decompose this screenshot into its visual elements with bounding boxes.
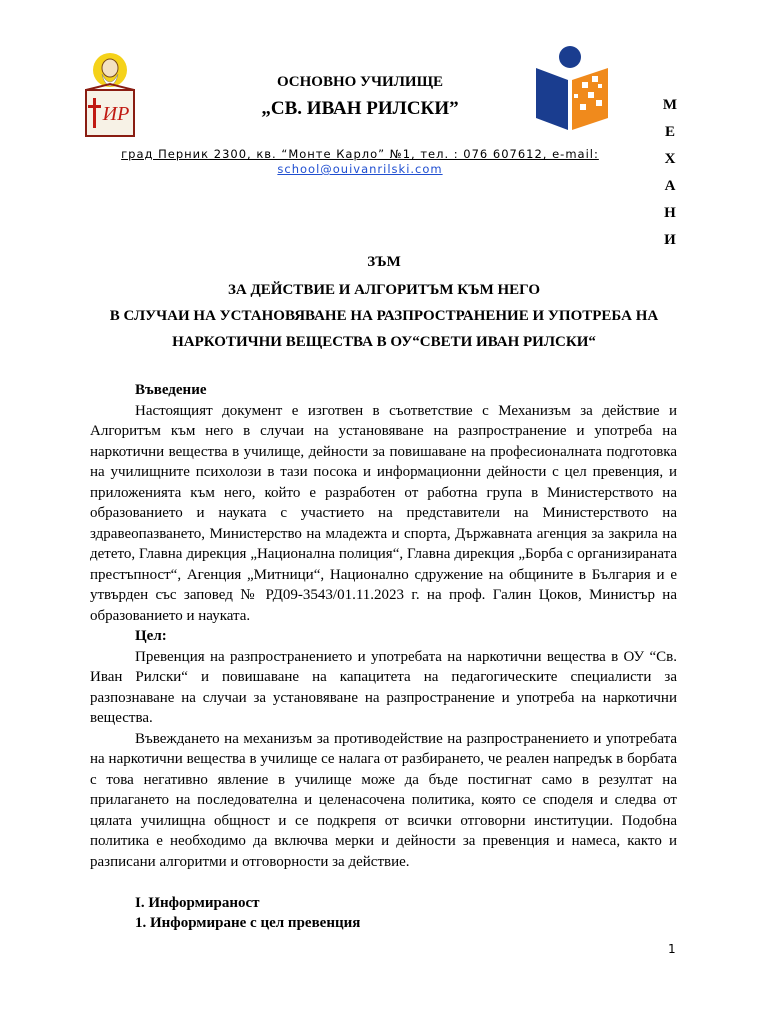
- vertical-letter: Х: [664, 151, 676, 167]
- school-name: „СВ. ИВАН РИЛСКИ”: [261, 98, 459, 119]
- vertical-letter: М: [662, 97, 678, 113]
- school-emblem-logo: [80, 50, 140, 138]
- section-heading: I. Информираност: [135, 894, 260, 911]
- document-title-line-3: В СЛУЧАИ НА УСТАНОВЯВАНЕ НА РАЗПРОСТРАНЕНИЕ И УПОТРЕБА НА: [109, 308, 659, 324]
- vertical-letter: И: [664, 232, 676, 248]
- intro-heading: Въведение: [135, 382, 207, 398]
- vertical-letter: Н: [664, 205, 676, 221]
- vertical-letter: А: [664, 178, 676, 194]
- subsection-heading: 1. Информиране с цел превенция: [135, 915, 361, 931]
- goal-heading: Цел:: [135, 628, 167, 644]
- document-title-line-2: ЗА ДЕЙСТВИЕ И АЛГОРИТЪМ КЪМ НЕГО: [227, 282, 540, 298]
- document-title-line-4: НАРКОТИЧНИ ВЕЩЕСТВА В ОУ“СВЕТИ ИВАН РИЛСКИ“: [172, 334, 596, 350]
- school-address: [100, 147, 620, 177]
- document-body: [90, 380, 677, 934]
- email-link[interactable]: school@ouivanrilski.com: [277, 162, 443, 176]
- intro-paragraph: Настоящият документ е изготвен в съответствие с Механизъм за действие и Алгоритъм към него в случаи на установяване на разпространение и употреба на наркотични вещества в училище, дейности за повишаване на професионалната подготовка на училищните психолози в тази посока и информационни дейности с цел превенция, и приложенията към него, който е разработен от работна група в Министерството на образованието и науката с участието на представители на Министерството на здравеопазването, Министерство на младежта и спорта, Държавната агенция за закрила на детето, Главна дирекция „Национална полиция“, Главна дирекция „Борба с организираната престъпност“, Агенция „Митници“, Национално сдружение на общините в България и е утвърден със заповед № РД09-3543/01.11.2023 г. на проф. Галин Цоков, Министър на образованието и науката.: [90, 402, 677, 624]
- goal-paragraph: Превенция на разпространението и употребата на наркотични вещества в ОУ “Св. Иван Рилски“ и повишаване на капацитета на педагогическите специалисти за разпознаване на случаи за установяване на разпространение и употреба на наркотични вещества.: [90, 648, 677, 726]
- vertical-letter: Е: [664, 124, 675, 140]
- emblem-letters: ИР: [102, 103, 130, 125]
- page-number: 1: [668, 942, 676, 956]
- document-title-line-1: ЗЪМ: [367, 254, 401, 270]
- vertical-letters: [656, 92, 684, 254]
- address-line: град Перник 2300, кв. “Монте Карло” №1, тел. : 076 607612, e-mail:: [121, 147, 599, 161]
- mechanism-paragraph: Въвеждането на механизъм за противодействие на разпространението и употребата на наркотични вещества в училище се налага от разбирането, че реален напредък в борбата с това негативно явление в училище може да бъде постигнат само в резултат на прилагането на последователна и целенасочена политика, която се споделя и следва от цялата училищна общност и се подкрепя от всички отговорни институции. Подобна политика е необходимо да включва мерки и дейности за превенция и намеса, както и разписани алгоритми и отговорности за действие.: [90, 730, 677, 870]
- school-type: ОСНОВНО УЧИЛИЩЕ: [276, 74, 444, 90]
